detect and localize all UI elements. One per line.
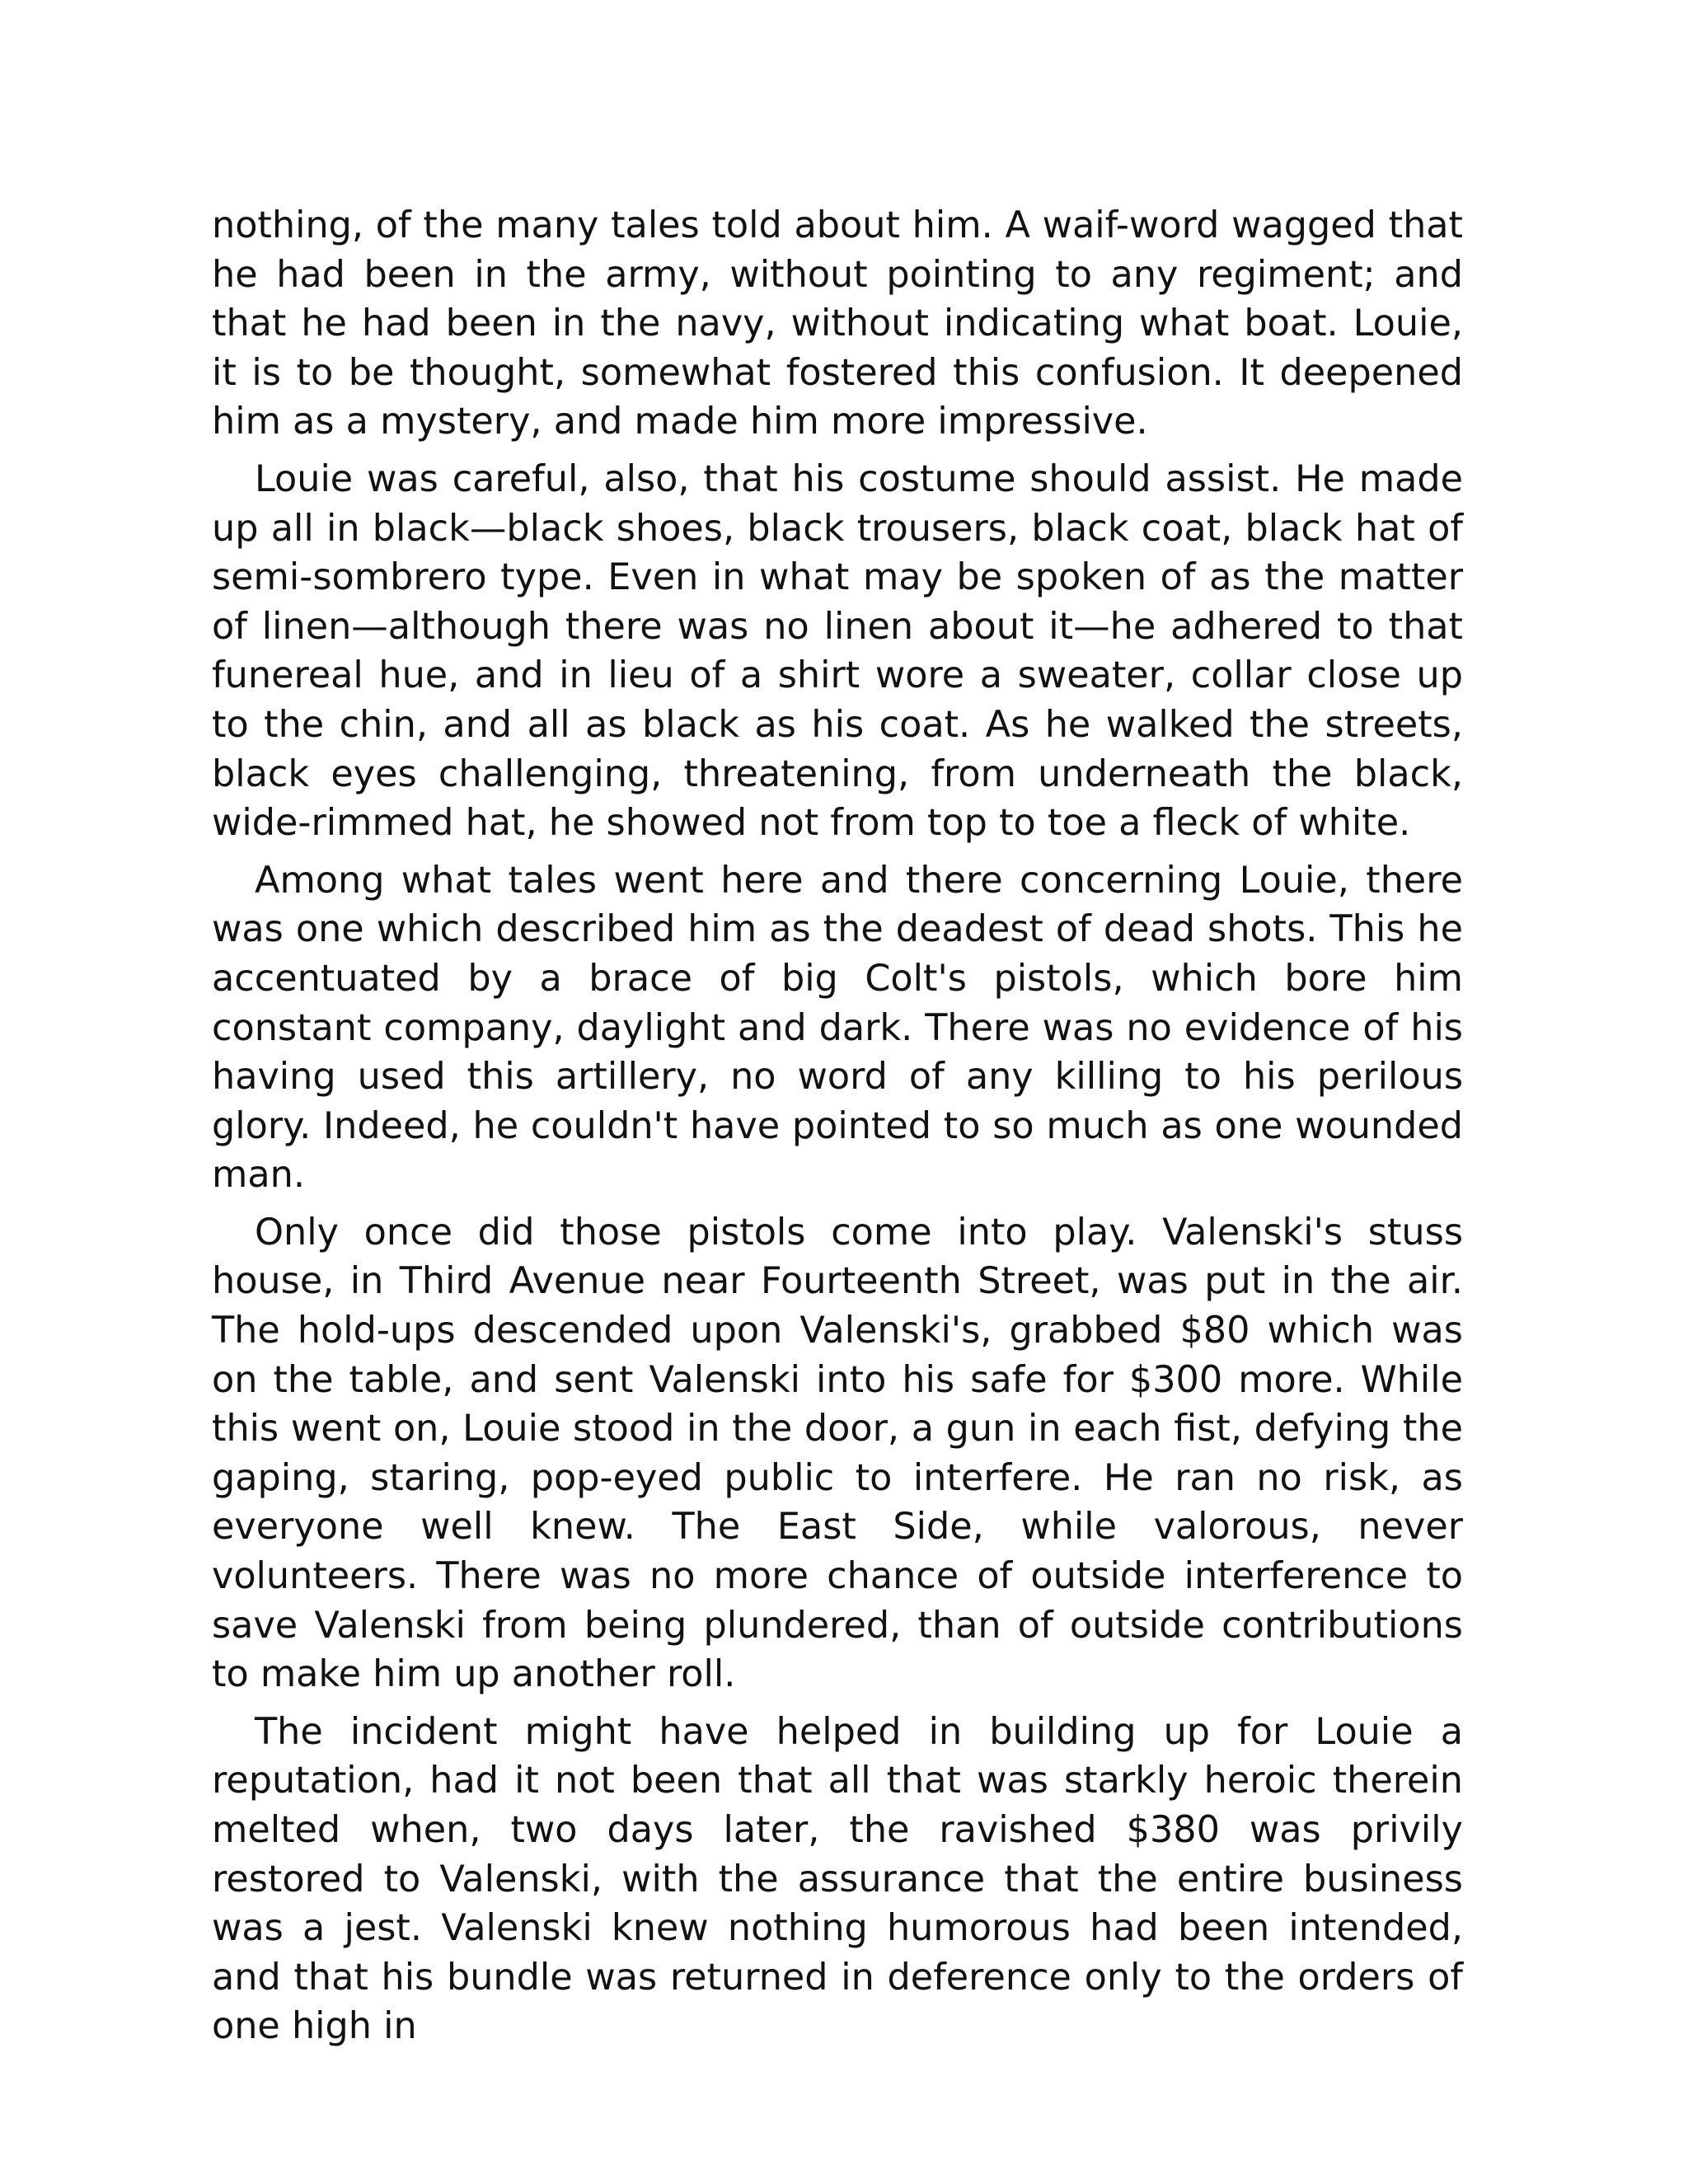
page-body-text [212, 201, 1463, 2060]
paragraph-2: Louie was careful, also, that his costume should assist. He made up all in black—black shoes, black trousers, black coat, black hat of semi-sombrero type. Even in what may be spoken of as the matter of linen—although there was no linen about it—he adhered to that funereal hue, and in lieu of a shirt wore a sweater, collar close up to the chin, and all as black as his coat. As he walked the streets, black eyes challenging, threatening, from underneath the black, wide-rimmed hat, he showed not from top to toe a fleck of white. [212, 457, 1463, 845]
paragraph-3: Among what tales went here and there concerning Louie, there was one which described him as the deadest of dead shots. This he accentuated by a brace of big Colt's pistols, which bore him constant company, daylight and dark. There was no evidence of his having used this artillery, no word of any killing to his perilous glory. Indeed, he couldn't have pointed to so much as one wounded man. [212, 859, 1463, 1197]
paragraph-4: Only once did those pistols come into play. Valenski's stuss house, in Third Avenue near Fourteenth Street, was put in the air. The hold-ups descended upon Valenski's, grabbed $80 which was on the table, and sent Valenski into his safe for $300 more. While this went on, Louie stood in the door, a gun in each fist, defying the gaping, staring, pop-eyed public to interfere. He ran no risk, as everyone well knew. The East Side, while valorous, never volunteers. There was no more chance of outside interference to save Valenski from being plundered, than of outside contributions to make him up another roll. [212, 1211, 1463, 1696]
paragraph-5: The incident might have helped in building up for Louie a reputation, had it not been that all that was starkly heroic therein melted when, two days later, the ravished $380 was privily restored to Valenski, with the assurance that the entire business was a jest. Valenski knew nothing humorous had been intended, and that his bundle was returned in deference only to the orders of one high in [212, 1710, 1463, 2048]
paragraph-1: nothing, of the many tales told about him. A waif-word wagged that he had been in the army, without pointing to any regiment; and that he had been in the navy, without indicating what boat. Louie, it is to be thought, somewhat fostered this confusion. It deepened him as a mystery, and made him more impressive. [212, 204, 1463, 443]
